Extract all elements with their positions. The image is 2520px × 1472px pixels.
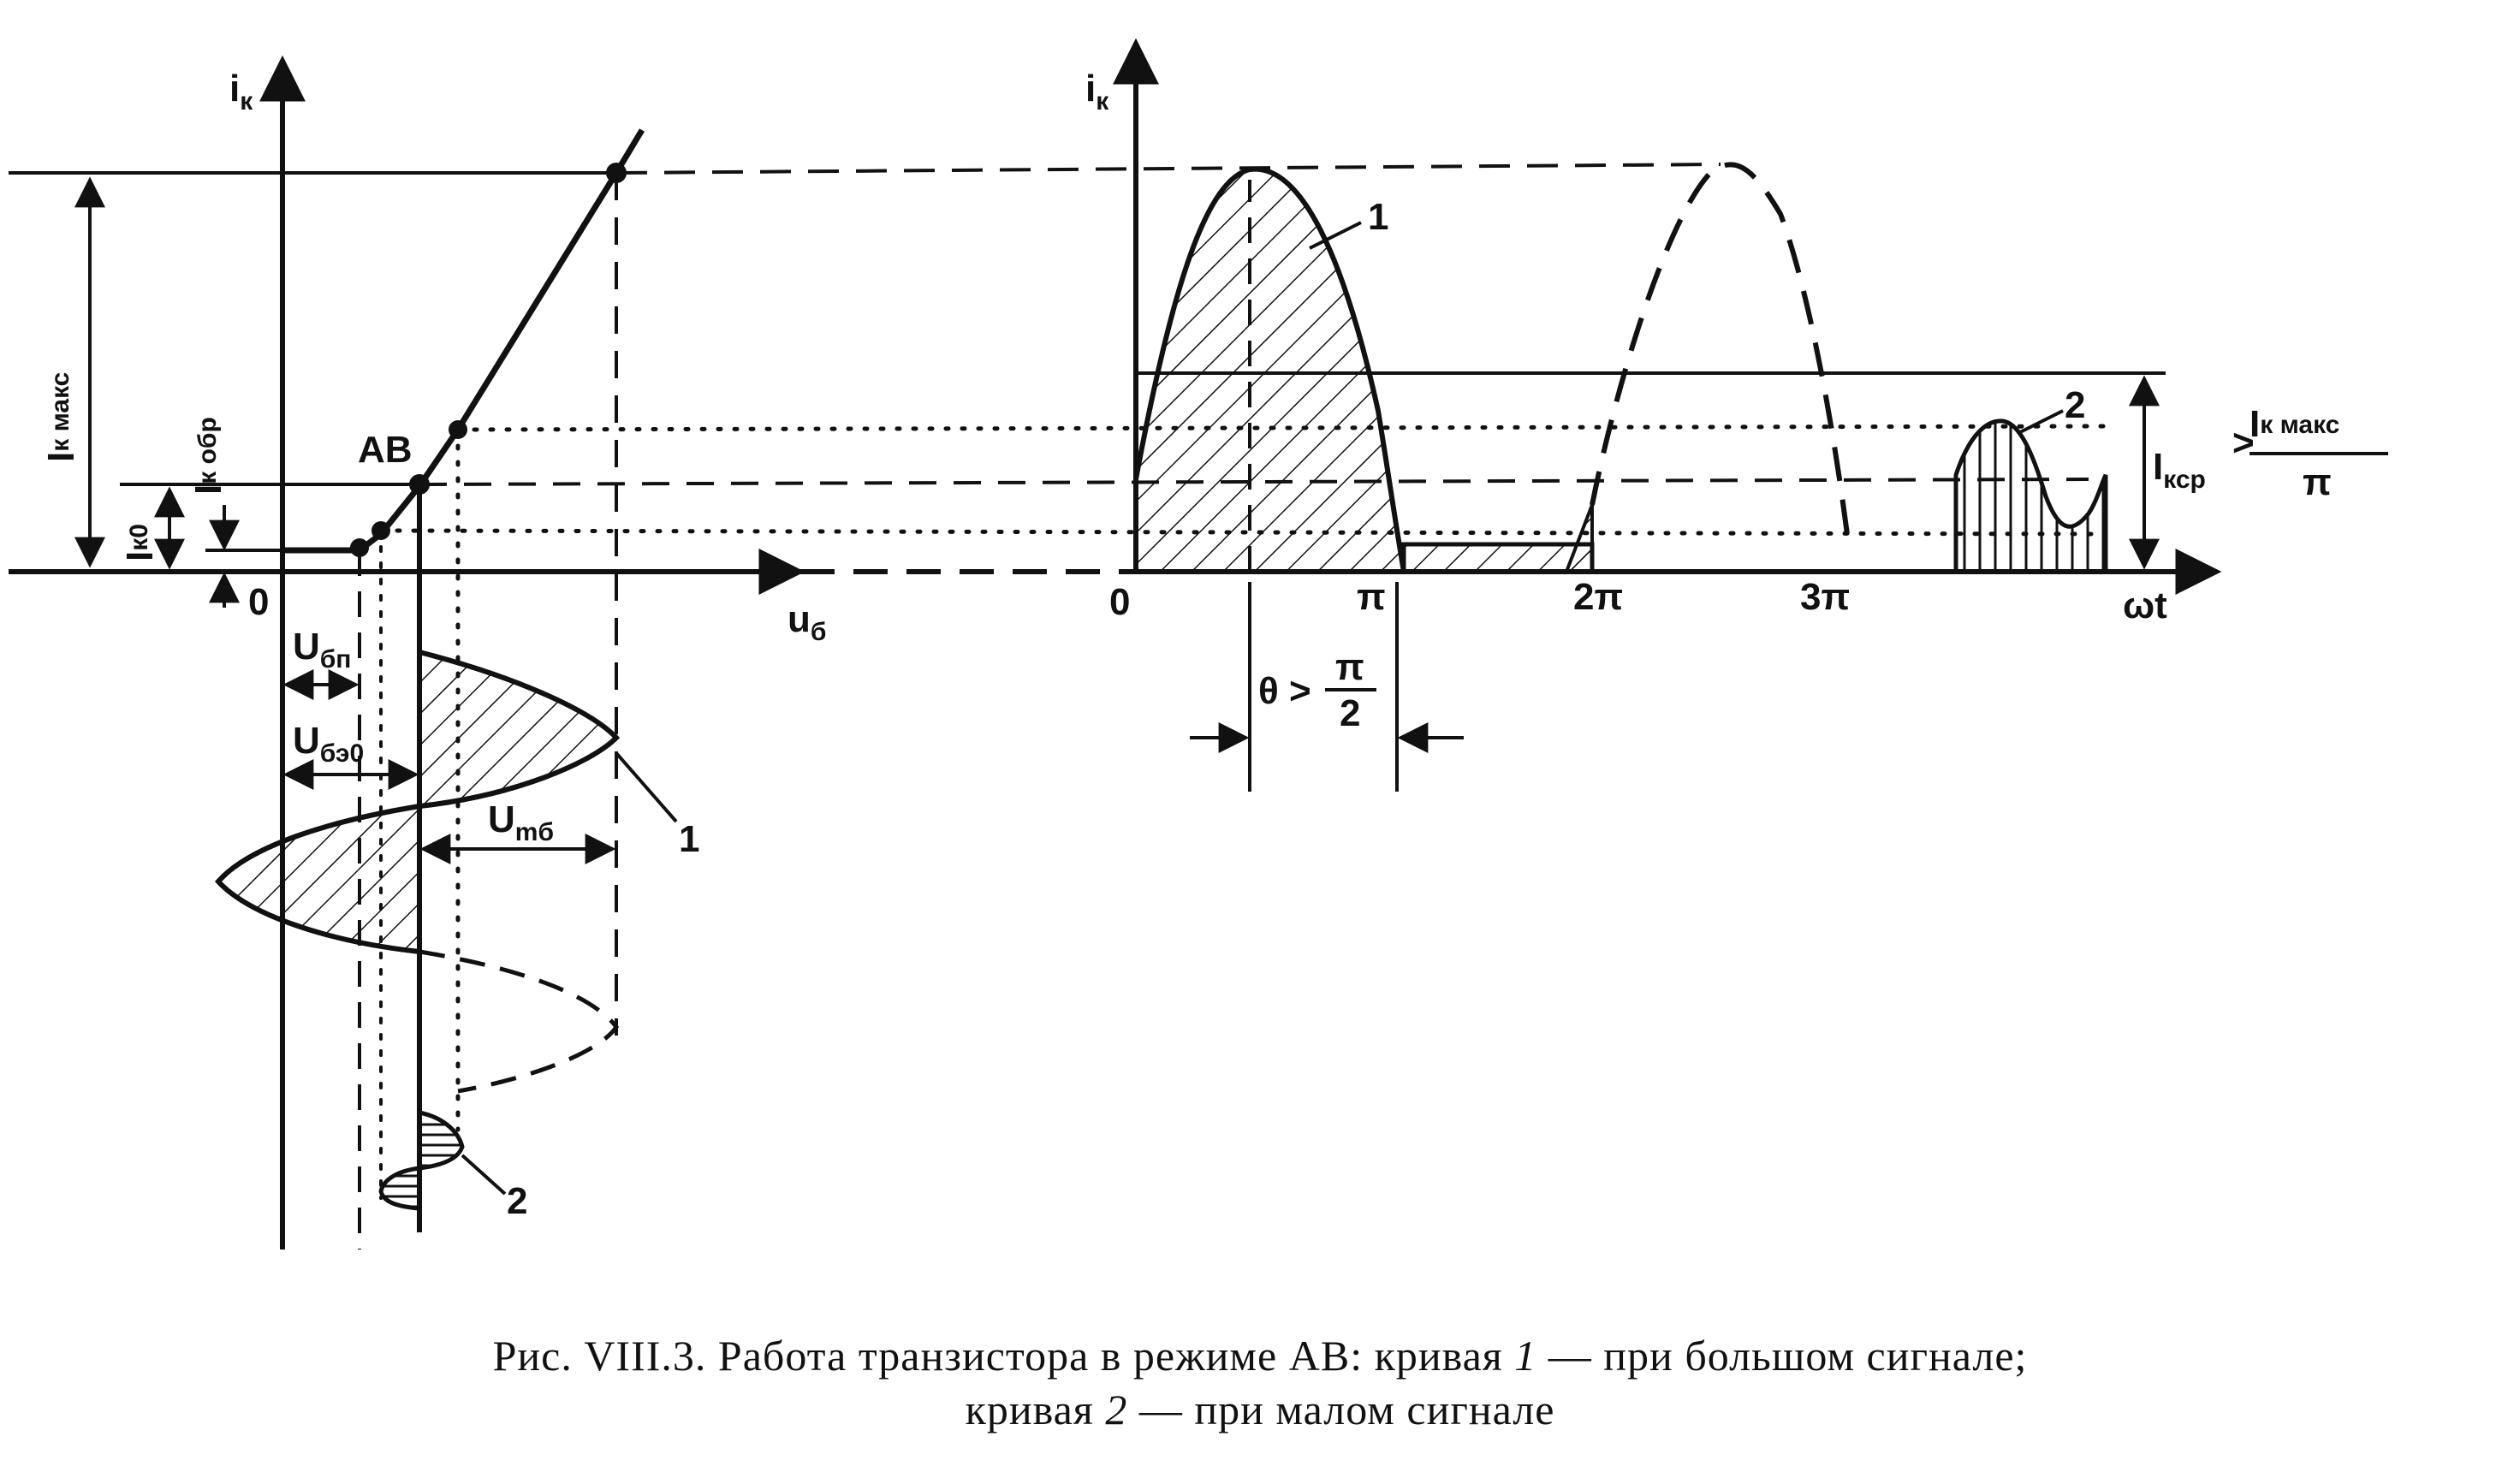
zero-right: 0	[1109, 581, 1131, 623]
svg-text:π: π	[2303, 461, 2332, 503]
output-curve-1-flat-rise	[1566, 505, 1592, 572]
curve-2-right-label: 2	[2065, 384, 2086, 426]
svg-text:Iкср: $I_{кср}$	[2153, 446, 2206, 494]
ik0-label: Iк0	[119, 524, 161, 561]
ikobr-label: Iк обр	[187, 417, 229, 495]
figure-caption-line-2: кривая 2 — при малом сигнале	[965, 1386, 1555, 1433]
svg-text:uб: $u_б$	[788, 598, 827, 646]
output-curve-1-flat	[1404, 544, 1592, 572]
input-curve-1-negative	[218, 806, 419, 952]
input-curve-1-positive	[419, 652, 616, 806]
curve-2-right-pointer	[2020, 411, 2063, 432]
input-curve-2-positive	[419, 1113, 462, 1168]
svg-text:Iк макс: Iк макс	[2250, 403, 2340, 445]
input-curve-2-negative	[381, 1168, 419, 1208]
left-axes	[9, 60, 800, 1249]
curve-2-pointer	[462, 1155, 505, 1194]
output-curve-1-dashed	[1592, 164, 1849, 548]
curve-1-right-label: 1	[1368, 196, 1389, 238]
svg-text:>: >	[2232, 422, 2255, 464]
zero-left: 0	[248, 581, 270, 623]
output-curve-1	[1136, 169, 1404, 572]
curve-2-label: 2	[507, 1180, 528, 1222]
svg-text:θ >: θ >	[1258, 670, 1311, 712]
omega-t-label: ωt	[2123, 585, 2167, 626]
svg-text:iк: $i_к$	[1085, 68, 1109, 116]
output-curve-2	[1956, 421, 2106, 572]
two-pi-tick: 2π	[1573, 576, 1624, 618]
ikcp-label	[2153, 403, 2388, 503]
ab-label: AB	[358, 429, 413, 471]
figure-caption-line-1: Рис. VIII.3. Работа транзистора в режиме АВ: кривая 1 — при большом сигнале;	[492, 1332, 2028, 1380]
ube0-label: $U_{бэ0}$	[293, 720, 365, 768]
svg-text:2: 2	[1340, 692, 1361, 734]
ikmax-line-dashed	[616, 164, 1721, 173]
curve-1-label: 1	[679, 818, 700, 860]
three-pi-tick: 3π	[1800, 576, 1851, 618]
pi-tick: π	[1357, 576, 1386, 618]
ikmax-label: Iк макс	[40, 371, 82, 462]
svg-text:π: π	[1335, 646, 1364, 688]
curve-1-pointer	[616, 753, 676, 822]
transfer-characteristic	[282, 130, 642, 550]
reference-lines	[9, 164, 2166, 550]
svg-text:iк: $i_к$	[229, 68, 253, 116]
umb-label: $U_{mб}$	[488, 798, 554, 846]
current-labels	[40, 372, 229, 561]
input-curve-1-dashed	[419, 952, 616, 1091]
ubp-label: $U_{бп}$	[293, 626, 352, 674]
